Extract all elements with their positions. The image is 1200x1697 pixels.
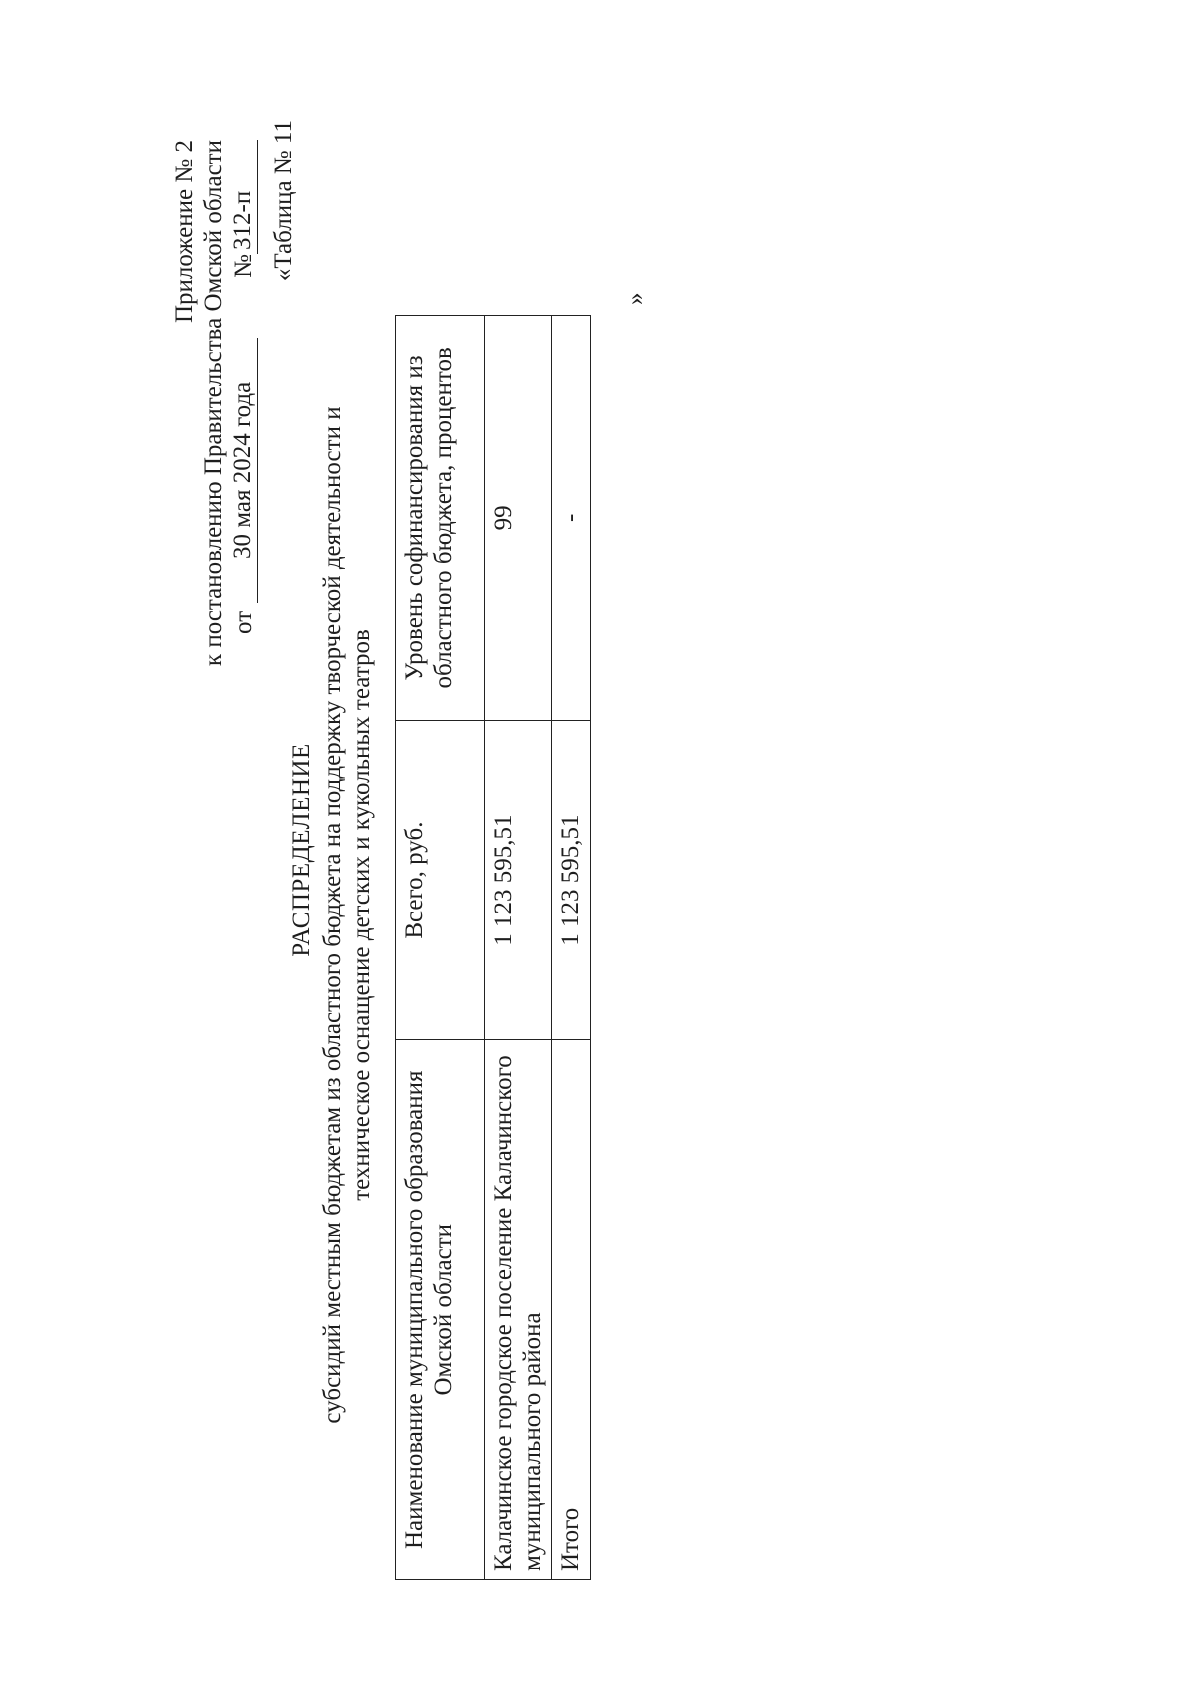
cell-cofinancing: 99 — [485, 316, 552, 721]
date-number-line — [228, 140, 258, 770]
cell-total-cofinancing: - — [552, 316, 591, 721]
rotated-page-content — [170, 120, 710, 1580]
closing-quote: » — [622, 292, 649, 305]
cell-total: 1 123 595,51 — [485, 720, 552, 1040]
decree-date: 30 мая 2024 года — [228, 338, 258, 603]
cell-municipality: Калачинское городское поселение Калачинского муниципального района — [485, 1040, 552, 1580]
table-row — [485, 316, 552, 1580]
table-label: «Таблица № 11 — [270, 120, 297, 282]
appendix-block — [170, 140, 258, 770]
document-title: РАСПРЕДЕЛЕНИЕ — [288, 743, 315, 957]
appendix-number: Приложение № 2 — [171, 140, 198, 324]
distribution-table — [395, 315, 591, 1580]
decree-number: 312-п — [228, 140, 258, 254]
document-subtitle: субсидий местным бюджетам из областного бюджета на поддержку творческой деятельности и техническое оснащение детских и кукольных театров — [319, 406, 375, 1424]
column-header-total: Всего, руб. — [396, 720, 485, 1040]
decree-reference: к постановлению Правительства Омской области — [200, 140, 227, 667]
column-header-cofinancing: Уровень софинансирования из областного бюджета, процентов — [396, 316, 485, 721]
date-prefix: от — [230, 610, 257, 634]
number-prefix: № — [230, 254, 257, 278]
table-header-row — [396, 316, 485, 1580]
column-header-municipality: Наименование муниципального образования Омской области — [396, 1040, 485, 1580]
cell-total-label: Итого — [552, 1040, 591, 1580]
cell-total-sum: 1 123 595,51 — [552, 720, 591, 1040]
table-total-row — [552, 316, 591, 1580]
